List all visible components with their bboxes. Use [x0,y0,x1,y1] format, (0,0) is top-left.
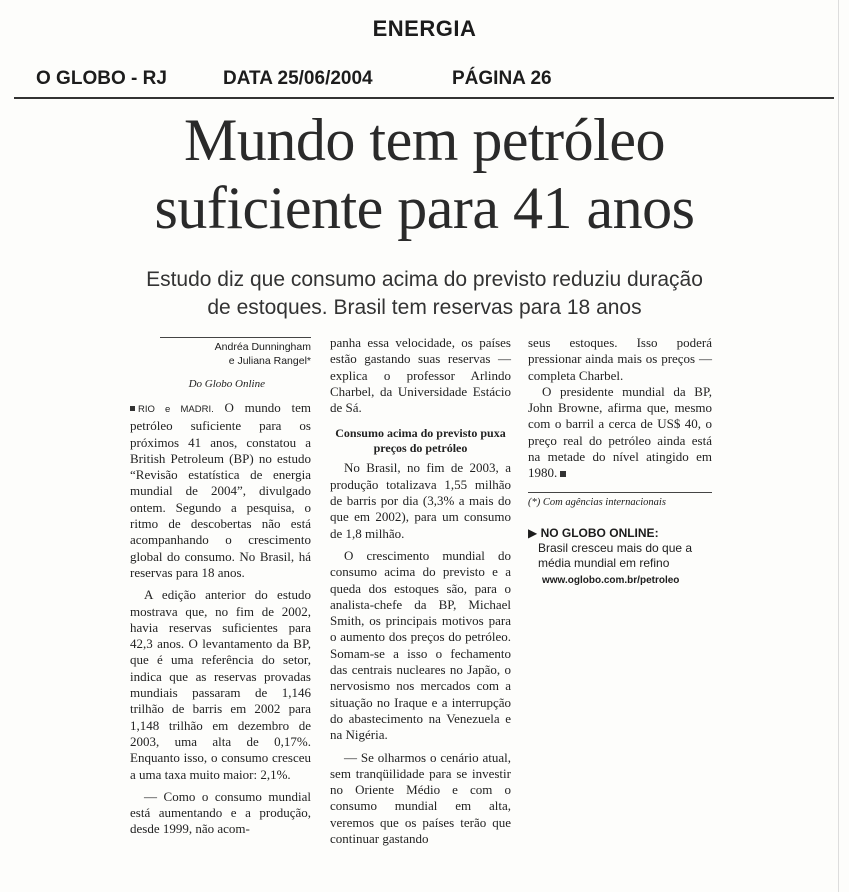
paragraph: — Se olharmos o cenário atual, sem tranqüilidade para se investir no Oriente Médio e com o consumo mundial em alta, veremos que os países terão que continuar gastando [330,749,511,847]
online-url: www.oglobo.com.br/petroleo [542,575,680,586]
byline-rule [160,337,311,338]
paragraph: O crescimento mundial do consumo acima do previsto e a queda dos estoques são, para o analista-chefe da BP, Michael Smith, os principais motivos para o aumento dos preços do petróleo. Somam-se a isso o fechamento das centrais nucleares no Japão, o nervosismo nos mercados com a situação no Iraque e a interrupção do abastecimento na Venezuela e na Nigéria. [330,547,511,743]
clipping-date: DATA 25/06/2004 [223,68,373,89]
header-rule [14,97,834,99]
subheadline [0,266,849,322]
subhead-line-1: Estudo diz que consumo acima do previsto reduziu duração [146,268,703,291]
online-description: Brasil cresceu mais do que a média mundial em refino [538,541,693,570]
play-arrow-icon: ▶ [528,526,541,540]
byline [130,340,311,368]
intertitle: Consumo acima do previsto puxa preços do petróleo [335,426,506,456]
headline-line-1: Mundo tem petróleo [184,107,665,173]
credit-rule [528,492,712,493]
online-label [528,526,728,541]
paragraph [528,384,712,482]
article-column-3 [528,335,712,482]
end-of-article-icon [560,471,566,477]
clipping-header [0,68,849,94]
paragraph: No Brasil, no fim de 2003, a produção totalizava 1,55 milhão de barris por dia (3,3% a mais do que em 2002), para um consumo de 1,8 milhão. [330,460,511,541]
dateline: RIO e MADRI. [138,404,214,415]
headline [0,106,849,242]
subhead-line-2: de estoques. Brasil tem reservas para 18 anos [207,296,642,319]
paragraph: seus estoques. Isso poderá pressionar ainda mais os preços — completa Charbel. [528,335,712,383]
paragraph-text: O presidente mundial da BP, John Browne, afirma que, mesmo com o barril a cerca de US$ 40, o preço real do petróleo ainda está na metade do nível atingido em 1980. [528,383,712,481]
paragraph-text: O mundo tem petróleo suficiente para os próximos 41 anos, constatou a British Petroleum (BP) no estudo “Revisão estatística de energia mundial de 2004”, divulgado ontem. Segundo a pesquisa, o ritmo de descobertas não está acompanhando o crescimento global do consumo. No Brasil, há reservas para 18 anos. [130,400,312,580]
newspaper-name: O GLOBO - RJ [36,68,167,89]
bullet-icon [130,406,135,411]
online-box [528,526,728,588]
paragraph: panha essa velocidade, os países estão gastando suas reservas — explica o professor Arlindo Charbel, da Universidade Estácio de Sá. [330,335,511,416]
paragraph [130,400,311,581]
paragraph: — Como o consumo mundial está aumentando e a produção, desde 1999, não acom- [130,788,311,837]
article-column-1 [130,400,311,838]
agency-credit: (*) Com agências internacionais [528,497,666,508]
author-2: e Juliana Rangel* [228,355,311,367]
online-label-text: NO GLOBO ONLINE: [540,526,659,540]
headline-line-2: suficiente para 41 anos [154,175,695,241]
section-title: ENERGIA [372,16,477,41]
article-column-2 [330,335,511,847]
byline-source: Do Globo Online [188,378,265,390]
paragraph: A edição anterior do estudo mostrava que, no fim de 2002, havia reservas suficientes para 42,3 anos. O levantamento da BP, que é uma referência do setor, indica que as reservas provadas mundiais passaram de 1,146 trilhão de barris em 2002 para 1,148 trilhão em dezembro de 2003, uma alta de 0,17%. Enquanto isso, o consumo cresceu a uma taxa muito maior: 2,1%. [130,587,311,782]
author-1: Andréa Dunningham [214,341,311,353]
clipping-page: PÁGINA 26 [452,68,552,89]
